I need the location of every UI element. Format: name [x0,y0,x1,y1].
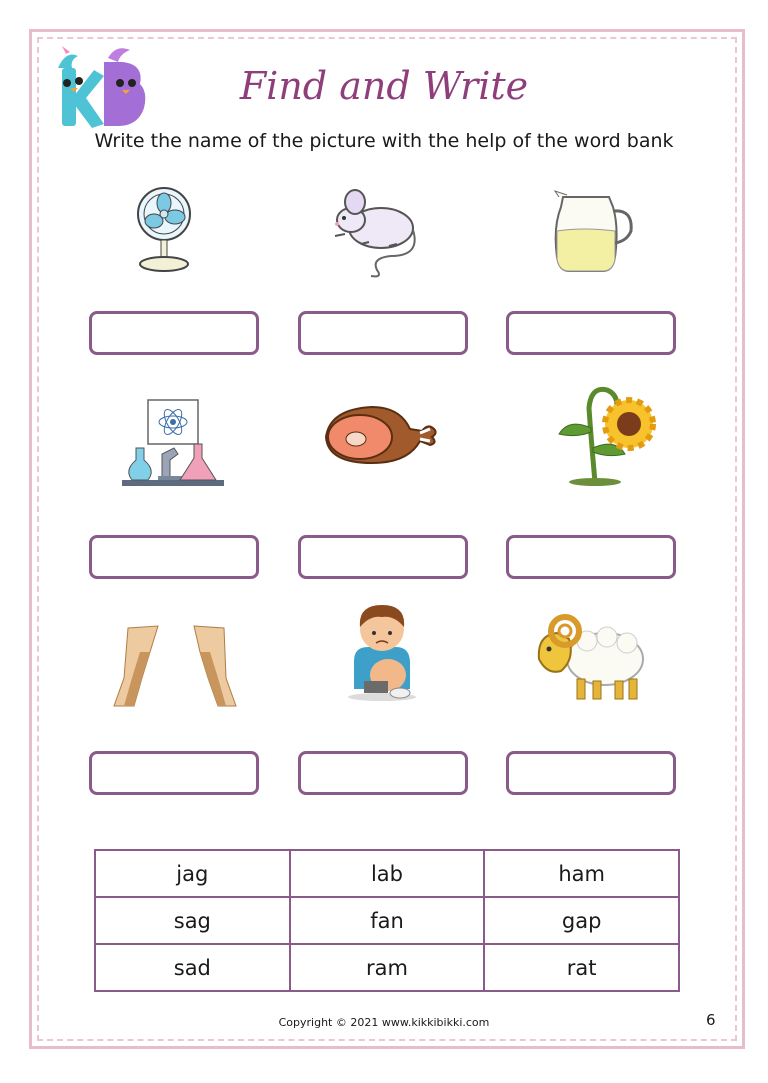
sad-boy-icon [346,603,418,701]
word-bank-row [95,897,679,944]
answer-box-5[interactable] [298,535,468,579]
gap-icon [110,622,240,710]
instructions: Write the name of the picture with the help of the word bank [94,130,674,152]
word-bank-cell: lab [290,850,485,897]
word-bank-row [95,850,679,897]
word-bank-cell: ham [484,850,679,897]
ham-icon [322,403,438,467]
word-bank-row [95,944,679,991]
word-bank-cell: sad [95,944,290,991]
rat-icon [331,186,417,280]
answer-box-3[interactable] [506,311,676,355]
answer-box-4[interactable] [89,535,259,579]
page-number: 6 [706,1011,716,1029]
word-bank-cell: jag [95,850,290,897]
page-title: Find and Write [239,64,529,108]
answer-box-6[interactable] [506,535,676,579]
word-bank-table [94,849,680,992]
word-bank-cell: gap [484,897,679,944]
answer-box-8[interactable] [298,751,468,795]
copyright-footer: Copyright © 2021 www.kikkibikki.com [278,1016,490,1029]
lab-icon [122,398,224,488]
word-bank-cell: fan [290,897,485,944]
ram-icon [535,609,645,705]
drooping-sunflower-icon [555,378,657,486]
answer-box-1[interactable] [89,311,259,355]
word-bank-cell: ram [290,944,485,991]
answer-box-7[interactable] [89,751,259,795]
fan-icon [133,184,195,274]
word-bank-cell: rat [484,944,679,991]
answer-box-9[interactable] [506,751,676,795]
jug-icon [553,187,635,275]
word-bank-cell: sag [95,897,290,944]
answer-box-2[interactable] [298,311,468,355]
